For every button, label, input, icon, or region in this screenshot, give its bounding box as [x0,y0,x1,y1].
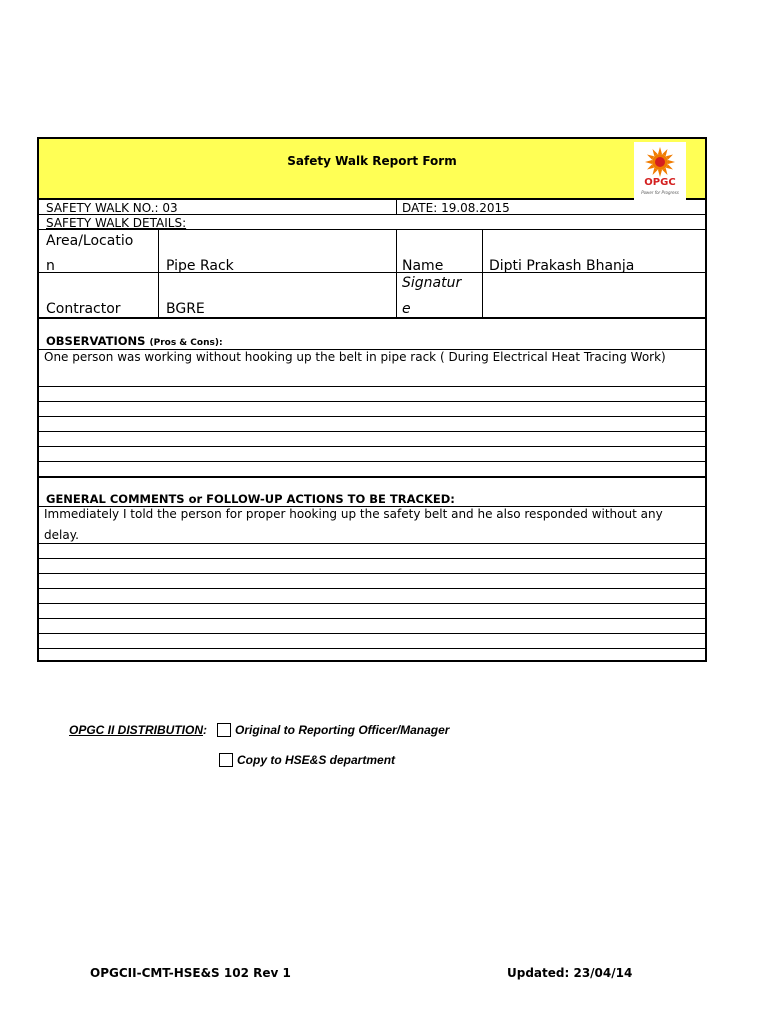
divider [39,386,705,387]
divider [39,558,705,559]
comments-text: Immediately I told the person for proper hooking up the safety belt and he also responded without any delay. [44,507,663,542]
report-date: DATE: 19.08.2015 [402,201,510,215]
divider [158,230,159,317]
name-label: Name [402,258,444,274]
observations-text: One person was working without hooking up the belt in pipe rack ( During Electrical Heat Tracing Work) [44,350,666,364]
name-value: Dipti Prakash Bhanja [489,258,635,274]
logo-text: OPGC [644,177,676,188]
comments-heading: GENERAL COMMENTS or FOLLOW-UP ACTIONS TO BE TRACKED: [46,492,455,506]
observations-heading-text: OBSERVATIONS [46,334,146,348]
area-label-line1: Area/Locatio [46,233,134,249]
safety-walk-form [37,137,707,662]
copy-option-label: Copy to HSE&S department [237,753,396,767]
form-header [39,139,705,200]
details-heading: SAFETY WALK DETAILS: [46,216,187,230]
signature-label-line1: Signatur [402,275,462,291]
contractor-label: Contractor [46,301,121,317]
area-value: Pipe Rack [166,258,234,274]
divider [39,603,705,604]
document-code: OPGCII-CMT-HSE&S 102 Rev 1 [90,966,291,980]
divider [39,573,705,574]
divider [396,200,397,215]
opgc-logo [634,142,686,200]
copy-checkbox[interactable] [219,753,233,767]
divider [39,401,705,402]
safety-walk-number: SAFETY WALK NO.: 03 [46,201,178,215]
distribution-label: OPGC II DISTRIBUTION [69,723,204,737]
observations-heading [46,334,223,348]
distribution-label-row [69,723,207,737]
divider [39,461,705,462]
divider [39,588,705,589]
divider [39,446,705,447]
divider [39,431,705,432]
divider [482,230,483,317]
original-option-label: Original to Reporting Officer/Manager [235,723,450,737]
area-label-line2: n [46,258,55,274]
divider [396,230,397,317]
divider [39,416,705,417]
divider [39,618,705,619]
divider [39,633,705,634]
divider [39,317,705,319]
updated-date: Updated: 23/04/14 [507,966,633,980]
form-title: Safety Walk Report Form [287,154,457,168]
observations-subheading: (Pros & Cons): [149,338,223,348]
distribution-colon: : [203,723,208,737]
logo-tagline: Power for Progress [641,190,679,195]
divider [39,476,705,478]
divider [39,648,705,649]
signature-label-line2: e [402,301,411,317]
original-checkbox[interactable] [217,723,231,737]
contractor-value: BGRE [166,301,205,317]
